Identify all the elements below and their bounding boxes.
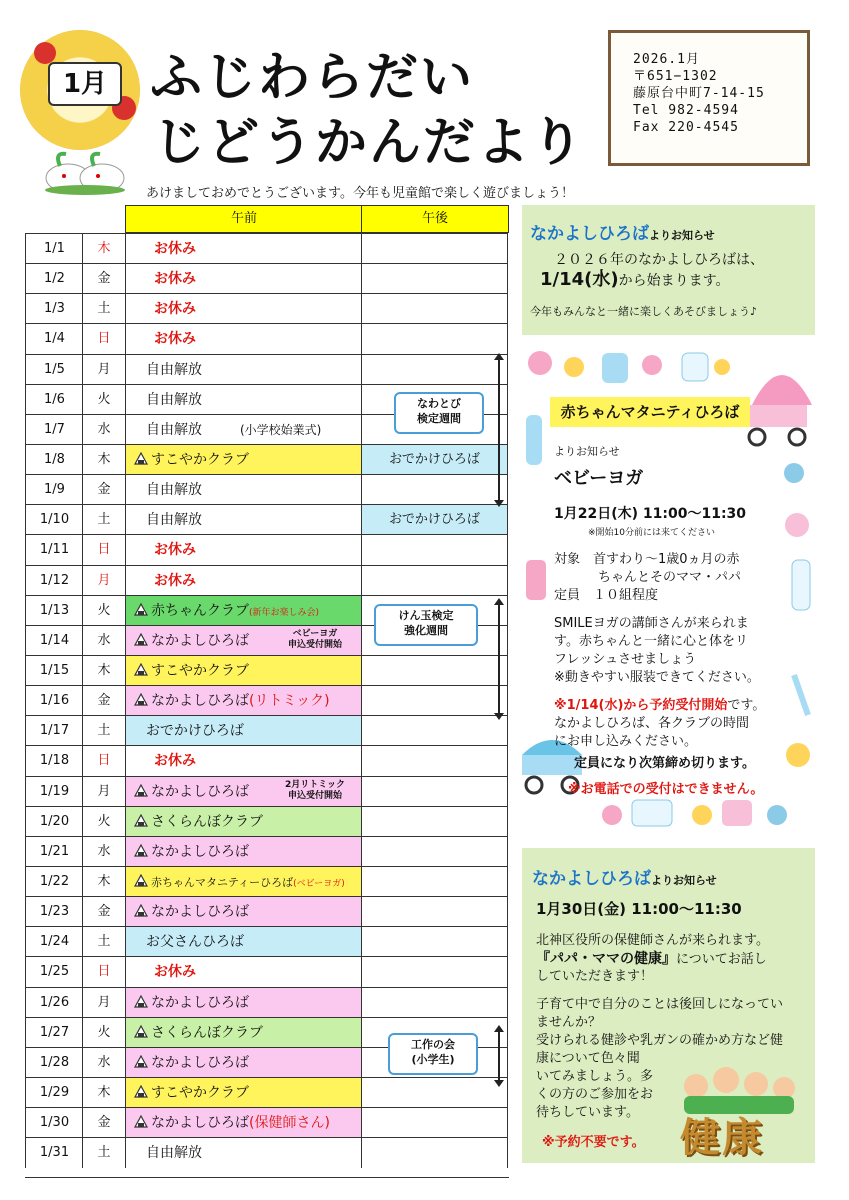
table-row — [25, 233, 508, 264]
table-row — [25, 655, 508, 686]
date-cell: 1/23 — [25, 897, 83, 927]
weekday-cell: 土 — [82, 294, 125, 324]
weekday-cell: 土 — [82, 716, 125, 746]
notice-text: くの方のご参加をお — [536, 1087, 654, 1102]
activity-label: すこやかクラブ — [151, 451, 249, 468]
rest-label: お休み — [154, 542, 196, 559]
activity-label: 自由解放 — [146, 391, 202, 408]
am-cell — [125, 1048, 361, 1078]
table-row — [25, 263, 508, 294]
pm-cell — [361, 355, 508, 385]
weekday-cell: 月 — [82, 777, 125, 807]
pm-cell — [361, 746, 508, 776]
onigiri-icon — [134, 844, 148, 858]
date-cell: 1/24 — [25, 927, 83, 957]
weekday-cell: 火 — [82, 1018, 125, 1048]
table-row — [25, 926, 508, 957]
daruma-icon — [34, 42, 56, 64]
page-title-line1: ふじわらだい — [150, 48, 475, 108]
pm-cell — [361, 445, 508, 475]
pm-cell — [361, 1078, 508, 1108]
am-cell — [125, 475, 361, 505]
date-cell: 1/13 — [25, 596, 83, 626]
pm-cell — [361, 324, 508, 354]
weekday-cell: 水 — [82, 626, 125, 656]
date-cell: 1/14 — [25, 626, 83, 656]
address-line: Tel 982-4594 — [633, 103, 739, 118]
pm-cell — [361, 957, 508, 987]
notice-text: ※開始10分前には来てください — [588, 528, 715, 538]
table-row — [25, 1137, 508, 1168]
rest-label: お休み — [154, 572, 196, 589]
notice-title-suffix: よりお知らせ — [649, 229, 715, 242]
activity-note: ベビーヨガ 申込受付開始 — [287, 628, 342, 650]
pm-cell — [361, 1108, 508, 1138]
am-cell — [125, 837, 361, 867]
notice-text: 子育て中で自分のことは後回しになってい — [536, 997, 784, 1012]
notice-text: なかよしひろば、各クラブの時間 — [554, 716, 750, 731]
am-cell — [125, 505, 361, 535]
weekday-cell: 金 — [82, 686, 125, 716]
weekday-cell: 木 — [82, 1078, 125, 1108]
notice-text: 定員 １０組程度 — [554, 588, 659, 603]
am-cell — [125, 716, 361, 746]
table-row — [25, 806, 508, 837]
activity-label: 赤ちゃんクラブ — [151, 602, 249, 619]
onigiri-icon — [134, 603, 148, 617]
date-cell: 1/6 — [25, 385, 83, 415]
date-cell: 1/3 — [25, 294, 83, 324]
notice-text: ちゃんとそのママ・パパ — [598, 570, 742, 585]
activity-label: なかよしひろば — [151, 843, 249, 860]
weekday-cell: 土 — [82, 1138, 125, 1168]
activity-label: すこやかクラブ — [151, 1084, 249, 1101]
baby-maternity-notice — [522, 345, 815, 835]
notice-text: にお申し込みください。 — [554, 734, 698, 749]
pm-cell — [361, 264, 508, 294]
pm-cell — [361, 1138, 508, 1168]
am-cell — [125, 686, 361, 716]
pm-cell — [361, 777, 508, 807]
am-cell — [125, 445, 361, 475]
pm-cell — [361, 294, 508, 324]
am-cell — [125, 234, 361, 264]
pm-cell — [361, 505, 508, 535]
notice-title: なかよしひろば — [530, 224, 649, 244]
notice-heading: ベビーヨガ — [554, 468, 644, 489]
pm-activity: おでかけひろば — [389, 451, 480, 467]
notice-alert: ※お電話での受付はできません。 — [568, 782, 764, 797]
column-header-pm: 午後 — [361, 205, 509, 233]
am-cell — [125, 746, 361, 776]
activity-suffix: (ベビーヨガ) — [293, 878, 345, 889]
am-cell — [125, 988, 361, 1018]
date-cell: 1/30 — [25, 1108, 83, 1138]
activity-label: 自由解放 — [146, 1145, 202, 1162]
family-health-illustration — [674, 1064, 808, 1161]
weekday-cell: 火 — [82, 807, 125, 837]
activity-label: 赤ちゃんマタニティーひろば — [151, 875, 294, 889]
rest-label: お休み — [154, 241, 196, 257]
notice-bold: 『パパ・ママの健康』 — [536, 951, 676, 967]
weekday-cell: 木 — [82, 656, 125, 686]
pm-cell — [361, 867, 508, 897]
pm-cell — [361, 686, 508, 716]
notice-text: よりお知らせ — [554, 445, 620, 458]
notice-text: ２０２６年のなかよしひろばは、 — [554, 252, 764, 268]
am-cell — [125, 294, 361, 324]
weekday-cell: 水 — [82, 837, 125, 867]
activity-suffix: (新年お楽しみ会) — [249, 607, 320, 618]
date-cell: 1/18 — [25, 746, 83, 776]
pm-cell — [361, 988, 508, 1018]
table-row — [25, 715, 508, 746]
notice-title-suffix: よりお知らせ — [651, 874, 717, 887]
notice-title: なかよしひろば — [532, 869, 651, 889]
am-cell — [125, 385, 361, 415]
greeting-text: あけましておめでとうございます。今年も児童館で楽しく遊びましょう！ — [146, 186, 574, 201]
weekday-cell: 水 — [82, 1048, 125, 1078]
am-cell — [125, 957, 361, 987]
column-header-am: 午前 — [125, 205, 363, 233]
date-cell: 1/20 — [25, 807, 83, 837]
notice-text: 対象 首すわり〜1歳0ヵ月の赤 — [554, 552, 740, 567]
activity-label: お父さんひろば — [146, 934, 244, 951]
pm-cell — [361, 656, 508, 686]
notice-text: フレッシュさせましょう — [554, 652, 697, 667]
date-cell: 1/15 — [25, 656, 83, 686]
onigiri-icon — [134, 995, 148, 1009]
table-row — [25, 896, 508, 927]
onigiri-icon — [134, 784, 148, 798]
table-row — [25, 956, 508, 987]
date-cell: 1/27 — [25, 1018, 83, 1048]
am-cell — [125, 415, 361, 445]
date-cell: 1/7 — [25, 415, 83, 445]
activity-label: すこやかクラブ — [151, 662, 249, 679]
onigiri-icon — [134, 663, 148, 677]
address-box — [608, 30, 810, 166]
weekday-cell: 土 — [82, 927, 125, 957]
notice-text: いてみましょう。多 — [536, 1069, 654, 1084]
weekday-cell: 金 — [82, 1108, 125, 1138]
weekday-cell: 木 — [82, 867, 125, 897]
onigiri-icon — [134, 874, 148, 888]
weekday-cell: 金 — [82, 475, 125, 505]
activity-label: なかよしひろば — [151, 1115, 249, 1132]
onigiri-icon — [134, 1115, 148, 1129]
am-cell — [125, 1078, 361, 1108]
weekday-cell: 金 — [82, 264, 125, 294]
pm-cell — [361, 566, 508, 596]
notice-text: ※動きやすい服装できてください。 — [554, 670, 760, 685]
date-cell: 1/1 — [25, 234, 83, 264]
date-cell: 1/25 — [25, 957, 83, 987]
date-cell: 1/31 — [25, 1138, 83, 1168]
bubble-kosaku: 工作の会 (小学生) — [388, 1033, 478, 1075]
weekday-cell: 日 — [82, 535, 125, 565]
date-cell: 1/9 — [25, 475, 83, 505]
notice-text: 受けられる健診や乳ガンの確かめ方など健 — [536, 1033, 784, 1048]
notice-alert: ※予約不要です。 — [542, 1135, 645, 1150]
activity-label: なかよしひろば — [151, 994, 249, 1011]
bubble-kendama: けん玉検定 強化週間 — [374, 604, 478, 646]
date-cell: 1/16 — [25, 686, 83, 716]
onigiri-icon — [134, 633, 148, 647]
table-row — [25, 836, 508, 867]
date-cell: 1/26 — [25, 988, 83, 1018]
bubble-nawatobi: なわとび 検定週間 — [394, 392, 484, 434]
table-row — [25, 685, 508, 716]
date-cell: 1/2 — [25, 264, 83, 294]
snow-rabbit-icon — [40, 150, 130, 195]
table-row — [25, 1077, 508, 1108]
pm-cell — [361, 897, 508, 927]
pm-cell — [361, 837, 508, 867]
pm-cell — [361, 234, 508, 264]
activity-label: 自由解放 — [146, 361, 202, 378]
onigiri-icon — [134, 1055, 148, 1069]
date-cell: 1/21 — [25, 837, 83, 867]
pm-cell — [361, 927, 508, 957]
activity-label: なかよしひろば — [151, 783, 249, 800]
am-cell — [125, 1138, 361, 1168]
date-cell: 1/11 — [25, 535, 83, 565]
weekday-cell: 月 — [82, 566, 125, 596]
weekday-cell: 木 — [82, 234, 125, 264]
activity-suffix: (保健師さん) — [249, 1115, 330, 1132]
activity-label: さくらんぼクラブ — [151, 1024, 263, 1041]
notice-text: 定員になり次第締め切ります。 — [574, 756, 755, 771]
am-cell — [125, 807, 361, 837]
am-cell — [125, 535, 361, 565]
date-cell: 1/5 — [25, 355, 83, 385]
table-row — [25, 776, 508, 807]
am-cell — [125, 355, 361, 385]
notice-text: ませんか？ — [536, 1015, 602, 1030]
date-cell: 1/22 — [25, 867, 83, 897]
activity-label: なかよしひろば — [151, 693, 249, 710]
address-line: 2026.1月 — [633, 52, 700, 67]
rest-label: お休み — [154, 331, 196, 348]
weekday-cell: 月 — [82, 355, 125, 385]
notice-date: 1/14(水) — [540, 269, 619, 290]
date-cell: 1/19 — [25, 777, 83, 807]
date-cell: 1/17 — [25, 716, 83, 746]
am-cell — [125, 897, 361, 927]
address-line: 藤原台中町7-14-15 — [633, 86, 765, 101]
notice-text: 康について色々聞 — [536, 1051, 640, 1066]
activity-label: なかよしひろば — [151, 1054, 249, 1071]
table-row — [25, 565, 508, 596]
activity-note: 2月リトミック 申込受付開始 — [284, 779, 346, 801]
weekday-cell: 金 — [82, 897, 125, 927]
nakayoshi-notice-2 — [522, 848, 815, 1163]
range-arrow — [498, 1027, 500, 1085]
date-cell: 1/28 — [25, 1048, 83, 1078]
am-cell — [125, 1108, 361, 1138]
notice-text: 今年もみんなと一緒に楽しくあそびましょう♪ — [530, 305, 758, 318]
onigiri-icon — [134, 814, 148, 828]
activity-label: 自由解放 — [146, 482, 202, 499]
onigiri-icon — [134, 452, 148, 466]
weekday-cell: 月 — [82, 988, 125, 1018]
month-badge: 1月 — [48, 62, 122, 106]
am-cell — [125, 867, 361, 897]
date-cell: 1/10 — [25, 505, 83, 535]
activity-note: (小学校始業式) — [240, 422, 322, 437]
weekday-cell: 火 — [82, 596, 125, 626]
table-row — [25, 866, 508, 897]
pm-cell — [361, 807, 508, 837]
rest-label: お休み — [154, 271, 196, 288]
notice-text: です。 — [727, 698, 766, 713]
weekday-cell: 日 — [82, 324, 125, 354]
activity-label: なかよしひろば — [151, 632, 249, 649]
activity-label: さくらんぼクラブ — [151, 813, 263, 830]
table-row — [25, 323, 508, 354]
onigiri-icon — [134, 693, 148, 707]
notice-text: 北神区役所の保健師さんが来られます。 — [536, 933, 769, 948]
table-row — [25, 504, 508, 535]
notice-text: SMILEヨガの講師さんが来られま — [554, 616, 749, 631]
date-cell: 1/8 — [25, 445, 83, 475]
table-row — [25, 1107, 508, 1138]
onigiri-icon — [134, 1085, 148, 1099]
activity-label: なかよしひろば — [151, 904, 249, 921]
am-cell — [125, 656, 361, 686]
rest-label: お休み — [154, 964, 196, 981]
notice-text: していただきます！ — [536, 969, 654, 984]
activity-label: おでかけひろば — [146, 723, 244, 740]
am-cell — [125, 1018, 361, 1048]
range-arrow — [498, 600, 500, 718]
notice-alert: ※1/14(水)から予約受付開始 — [554, 698, 728, 713]
am-cell — [125, 566, 361, 596]
pm-activity: おでかけひろば — [389, 512, 480, 528]
am-cell — [125, 927, 361, 957]
activity-suffix: (リトミック) — [249, 693, 330, 710]
notice-title: 赤ちゃんマタニティひろば — [550, 397, 750, 427]
onigiri-icon — [134, 1025, 148, 1039]
onigiri-icon — [134, 904, 148, 918]
weekday-cell: 土 — [82, 505, 125, 535]
am-cell — [125, 264, 361, 294]
notice-text: 待ちしています。 — [536, 1105, 639, 1120]
nakayoshi-notice-1 — [522, 205, 815, 335]
notice-datetime: 1月30日(金) 11:00〜11:30 — [536, 900, 742, 918]
page-title-line2: じどうかんだより — [153, 113, 586, 173]
table-row — [25, 474, 508, 505]
date-cell: 1/12 — [25, 566, 83, 596]
weekday-cell: 日 — [82, 957, 125, 987]
table-row — [25, 534, 508, 565]
date-cell: 1/29 — [25, 1078, 83, 1108]
table-row — [25, 987, 508, 1018]
pm-cell — [361, 535, 508, 565]
rest-label: お休み — [154, 301, 196, 318]
notice-text: から始まります。 — [618, 273, 730, 289]
pm-cell — [361, 716, 508, 746]
activity-label: 自由解放 — [146, 421, 202, 438]
table-row — [25, 444, 508, 475]
weekday-cell: 水 — [82, 415, 125, 445]
table-row — [25, 293, 508, 324]
am-cell — [125, 596, 361, 626]
table-row — [25, 354, 508, 385]
am-cell — [125, 324, 361, 354]
kenko-text: 健康 — [680, 1115, 764, 1161]
notice-datetime: 1月22日(木) 11:00〜11:30 — [554, 506, 747, 522]
pm-cell — [361, 475, 508, 505]
weekday-cell: 木 — [82, 445, 125, 475]
weekday-cell: 火 — [82, 385, 125, 415]
weekday-cell: 日 — [82, 746, 125, 776]
range-arrow — [498, 355, 500, 505]
notice-text: す。赤ちゃんと一緒に心と体をリ — [554, 634, 748, 649]
notice-text: についてお話し — [676, 952, 767, 967]
rest-label: お休み — [154, 753, 196, 770]
table-bottom-border — [25, 1177, 509, 1178]
table-row — [25, 745, 508, 776]
activity-label: 自由解放 — [146, 512, 202, 529]
address-line: 〒651−1302 — [633, 69, 718, 84]
date-cell: 1/4 — [25, 324, 83, 354]
address-line: Fax 220-4545 — [633, 120, 739, 135]
